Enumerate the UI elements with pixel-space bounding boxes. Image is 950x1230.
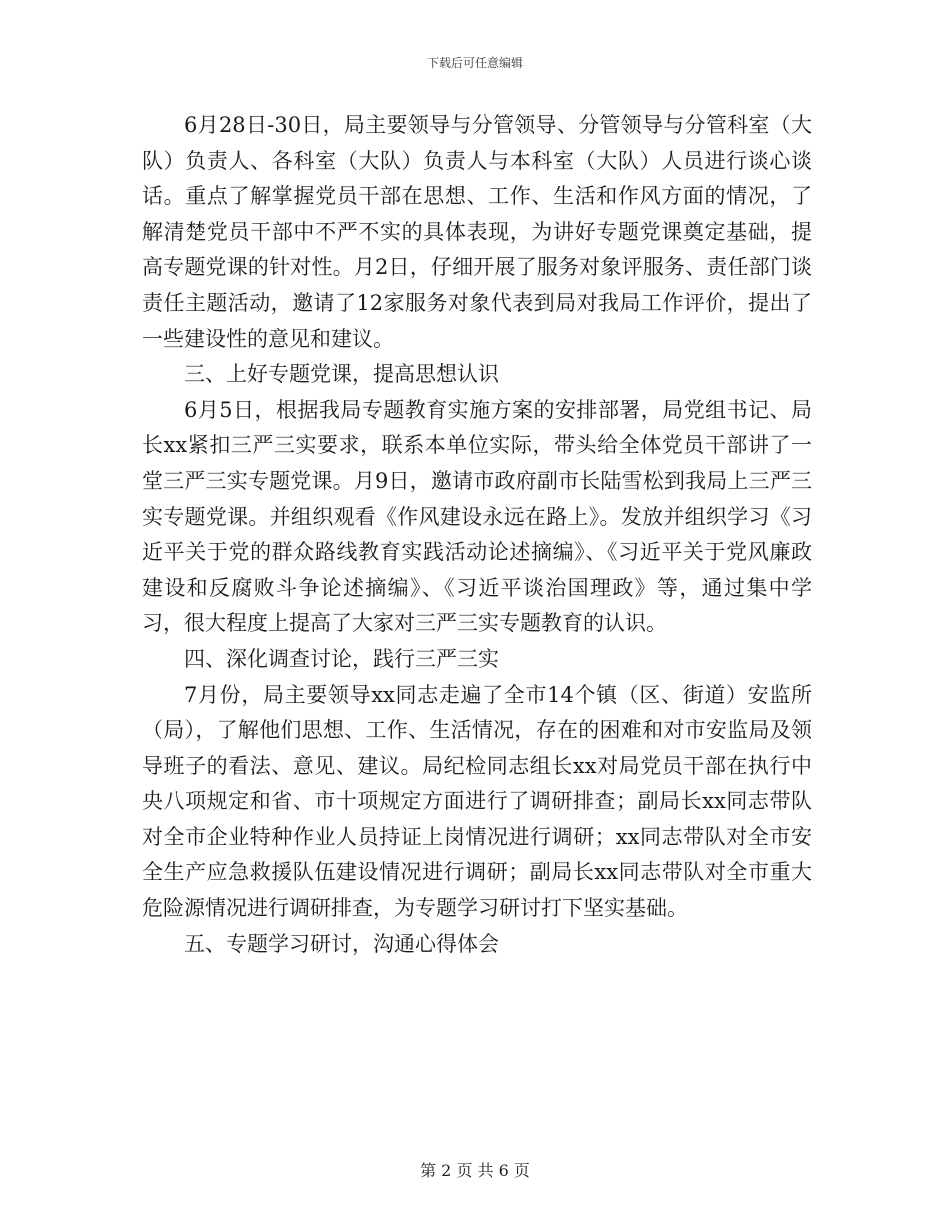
page-header: 下载后可任意编辑 — [426, 56, 523, 70]
document-body — [142, 108, 812, 962]
section-heading-5: 五、专题学习研讨，沟通心得体会 — [184, 931, 499, 956]
paragraph-investigation: 7月份，局主要领导xx同志走遍了全市14个镇（区、街道）安监所（局），了解他们思想、工作、生活情况，存在的困难和对市安监局及领导班子的看法、意见、建议。局纪检同志组长xx对局党员干部在执行中央八项规定和省、市十项规定方面进行了调研排查；副局长xx同志带队对全市企业特种作业人员持证上岗情况进行调研；xx同志带队对全市安全生产应急救援队伍建设情况进行调研；副局长xx同志带队对全市重大危险源情况进行调研排查，为专题学习研讨打下坚实基础。 — [142, 682, 812, 921]
paragraph-heart-to-heart-talks: 6月28日-30日，局主要领导与分管领导、分管领导与分管科室（大队）负责人、各科室（大队）负责人与本科室（大队）人员进行谈心谈话。重点了解掌握党员干部在思想、工作、生活和作风方面的情况，了解清楚党员干部中不严不实的具体表现，为讲好专题党课奠定基础，提高专题党课的针对性。月2日，仔细开展了服务对象评服务、责任部门谈责任主题活动，邀请了12家服务对象代表到局对我局工作评价，提出了一些建设性的意见和建议。 — [142, 113, 812, 351]
section-heading-3: 三、上好专题党课，提高思想认识 — [184, 362, 499, 387]
paragraph-party-lectures: 6月5日，根据我局专题教育实施方案的安排部署，局党组书记、局长xx紧扣三严三实要求，联系本单位实际，带头给全体党员干部讲了一堂三严三实专题党课。月9日，邀请市政府副市长陆雪松到我局上三严三实专题党课。并组织观看《作风建设永远在路上》。发放并组织学习《习近平关于党的群众路线教育实践活动论述摘编》、《习近平关于党风廉政建设和反腐败斗争论述摘编》、《习近平谈治国理政》等，通过集中学习，很大程度上提高了大家对三严三实专题教育的认识。 — [142, 397, 812, 636]
section-heading-4: 四、深化调查讨论，践行三严三实 — [184, 646, 499, 671]
page-number: 第 2 页 共 6 页 — [420, 1161, 530, 1180]
